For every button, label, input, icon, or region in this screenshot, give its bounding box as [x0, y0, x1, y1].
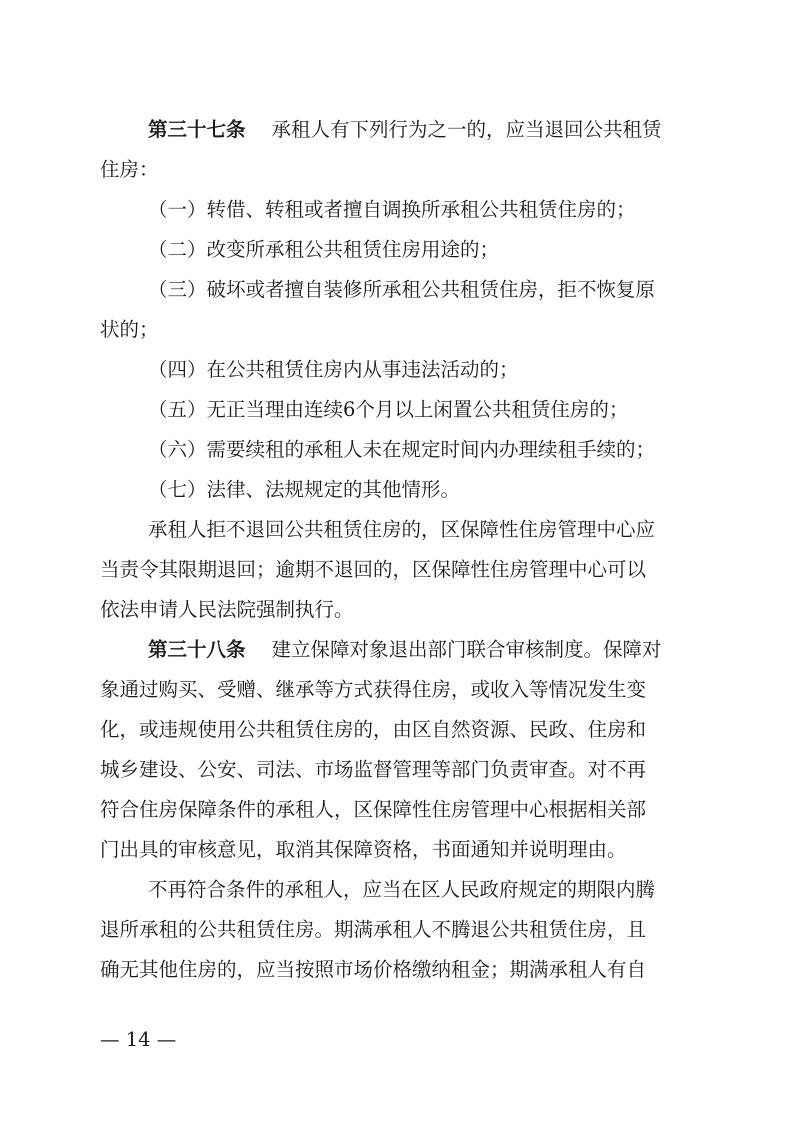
article-38-line-5: 符合住房保障条件的承租人，区保障性住房管理中心根据相关部 [100, 798, 647, 821]
article-37-text: 承租人有下列行为之一的，应当退回公共租赁 [271, 118, 662, 141]
article-37-line-2: 住房： [100, 158, 159, 181]
article-37-para2-line-2: 当责令其限期退回；逾期不退回的，区保障性住房管理中心可以 [100, 558, 647, 581]
page-number: — 14 — [100, 1028, 177, 1051]
article-38-line-6: 门出具的审核意见，取消其保障资格，书面通知并说明理由。 [100, 838, 627, 861]
article-38-line-4: 城乡建设、公安、司法、市场监督管理等部门负责审查。对不再 [100, 758, 647, 781]
article-37-item-1: （一）转借、转租或者擅自调换所承租公共租赁住房的； [148, 198, 636, 221]
article-37-item-6: （六）需要续租的承租人未在规定时间内办理续租手续的； [148, 438, 656, 461]
article-37-item-4: （四）在公共租赁住房内从事违法活动的； [148, 358, 519, 381]
article-38-line-1 [148, 636, 696, 664]
article-37-item-3-cont: 状的； [100, 318, 159, 341]
article-37-item-2: （二）改变所承租公共租赁住房用途的； [148, 238, 500, 261]
article-38-heading: 第三十八条 [148, 638, 246, 661]
article-38-para2-line-3: 确无其他住房的，应当按照市场价格缴纳租金；期满承租人有自 [100, 958, 647, 981]
article-38-para2-line-2: 退所承租的公共租赁住房。期满承租人不腾退公共租赁住房，且 [100, 918, 647, 941]
article-37-item-3: （三）破坏或者擅自装修所承租公共租赁住房，拒不恢复原 [148, 278, 656, 301]
article-38-para2-line-1: 不再符合条件的承租人，应当在区人民政府规定的期限内腾 [148, 878, 656, 901]
article-37-item-5: （五）无正当理由连续6个月以上闲置公共租赁住房的； [148, 398, 629, 421]
article-37-heading: 第三十七条 [148, 118, 246, 141]
article-37-para2-line-3: 依法申请人民法院强制执行。 [100, 598, 354, 621]
article-38-line-3: 化，或违规使用公共租赁住房的，由区自然资源、民政、住房和 [100, 718, 647, 741]
article-38-text: 建立保障对象退出部门联合审核制度。保障对 [271, 638, 662, 661]
article-37-para2-line-1: 承租人拒不退回公共租赁住房的，区保障性住房管理中心应 [148, 518, 656, 541]
article-37-item-7: （七）法律、法规规定的其他情形。 [148, 478, 461, 501]
article-38-line-2: 象通过购买、受赠、继承等方式获得住房，或收入等情况发生变 [100, 678, 647, 701]
article-37-line-1 [148, 116, 696, 144]
